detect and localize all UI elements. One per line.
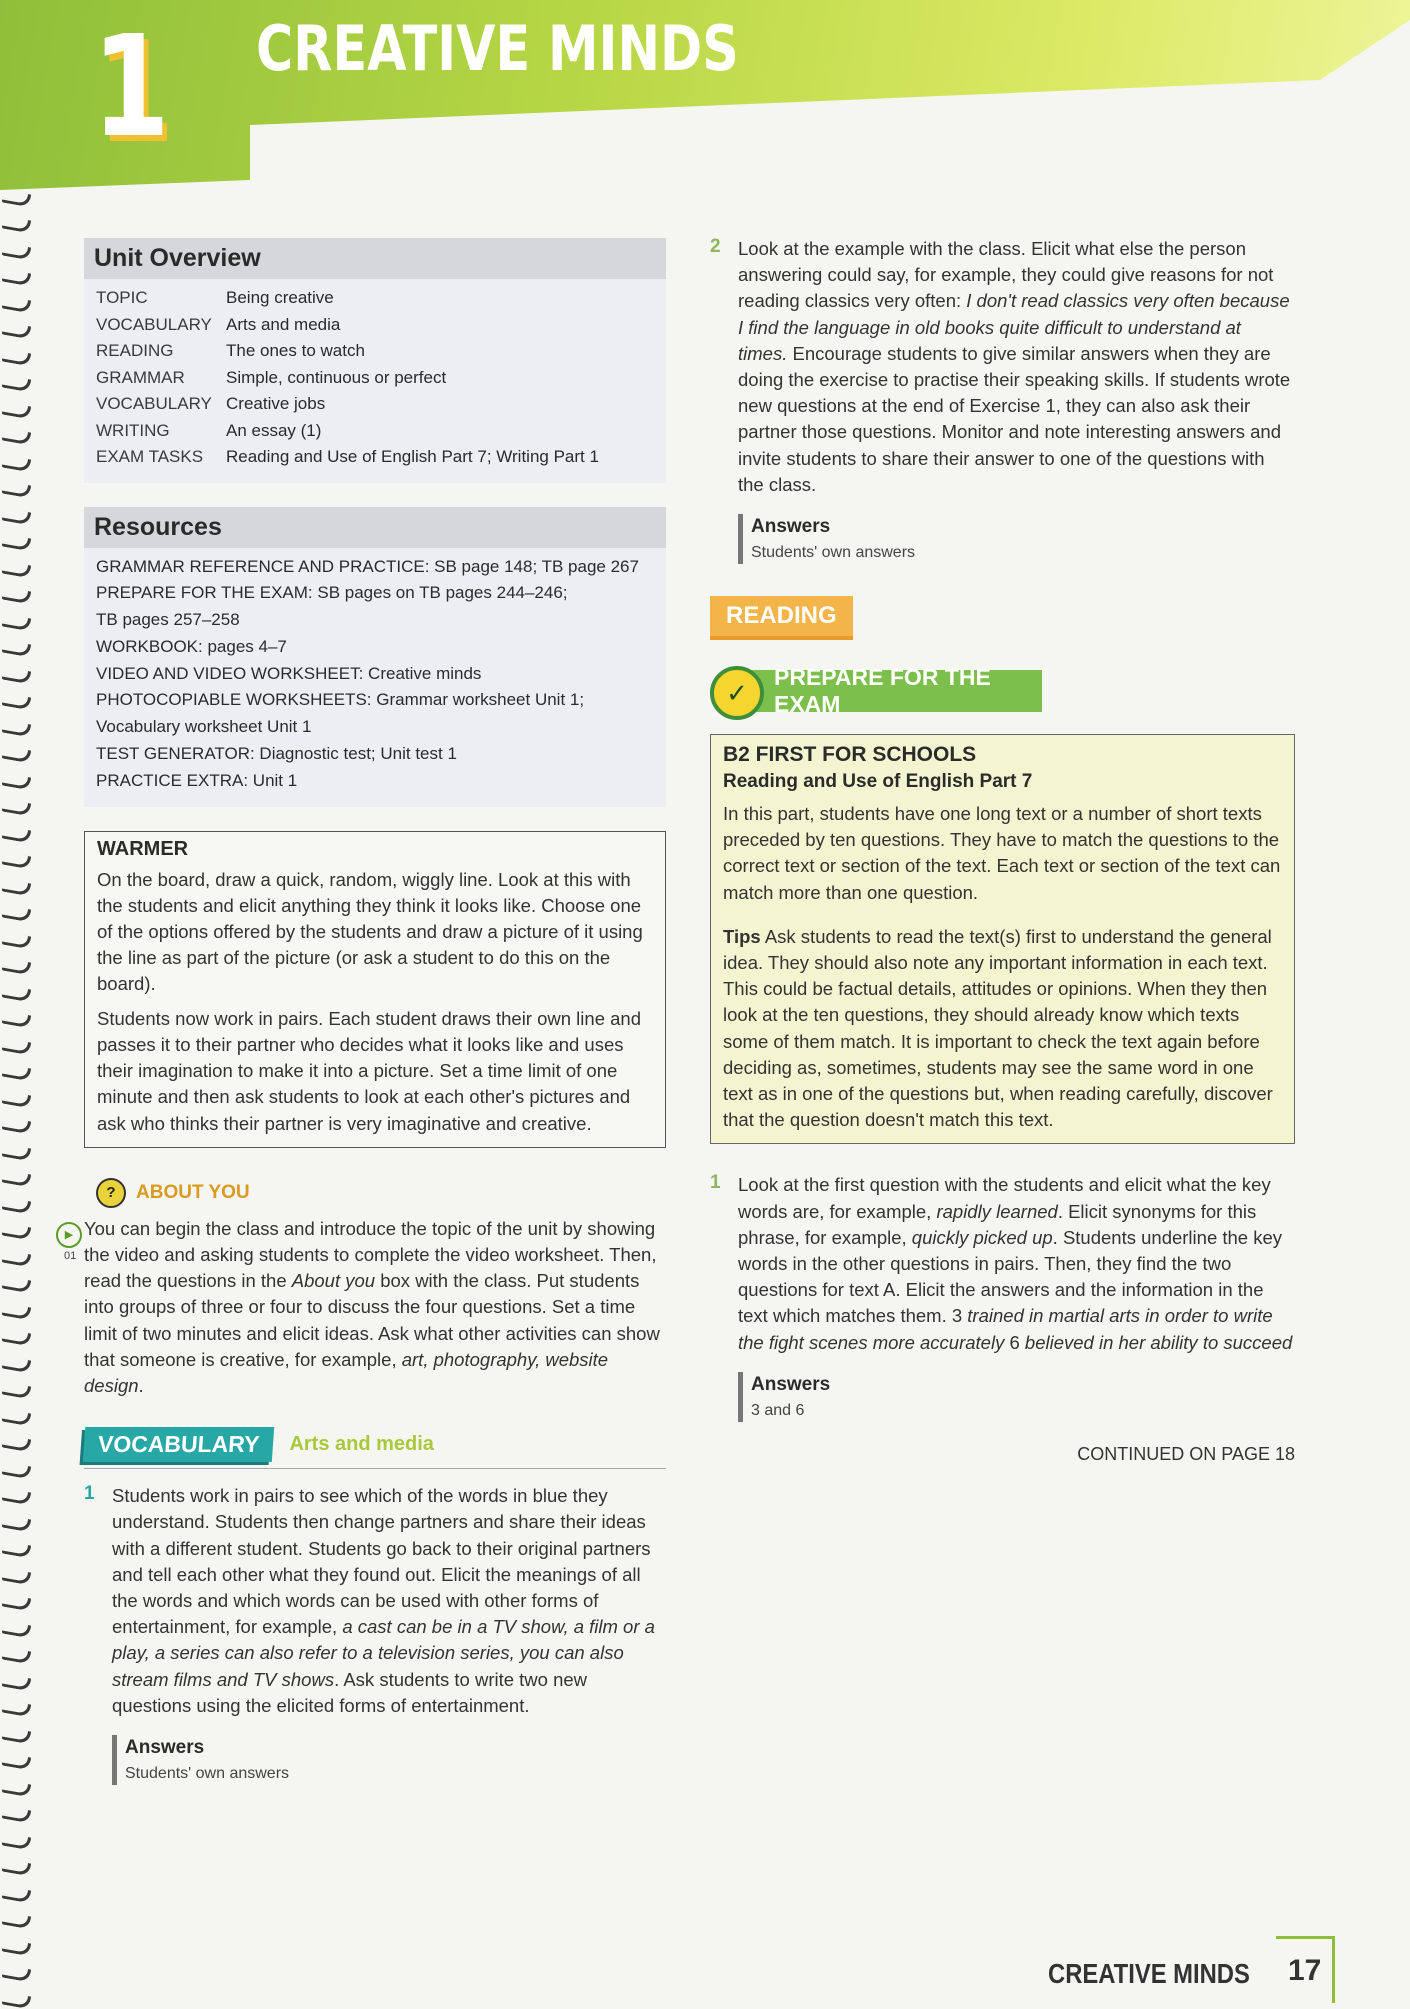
- resource-line: WORKBOOK: pages 4–7: [96, 636, 287, 656]
- spiral-ring: [2, 1858, 31, 1876]
- page-number: 17: [1288, 1954, 1322, 1987]
- resources-list: [84, 548, 666, 807]
- overview-key: READING: [96, 341, 174, 361]
- spiral-ring: [2, 666, 31, 684]
- spiral-ring: [2, 480, 31, 498]
- spiral-ring: [2, 1090, 31, 1108]
- resources-title: Resources: [84, 507, 666, 548]
- spiral-ring: [2, 692, 31, 710]
- spiral-ring: [2, 1434, 31, 1452]
- spiral-ring: [2, 1196, 31, 1214]
- spiral-ring: [2, 533, 31, 551]
- unit-overview-title: Unit Overview: [84, 238, 666, 279]
- ex1-em3: trained in martial arts in order to write the fight scenes more accurately: [738, 1305, 1273, 1353]
- about-you-text-c: .: [138, 1374, 144, 1396]
- spiral-ring: [2, 374, 31, 392]
- unit-overview-table: [84, 279, 666, 483]
- spiral-ring: [2, 268, 31, 286]
- spiral-ring: [2, 507, 31, 525]
- prepare-for-exam-label: PREPARE FOR THE EXAM: [744, 670, 1042, 712]
- spiral-ring: [2, 931, 31, 949]
- vocab-text-a: Students work in pairs to see which of the words in blue they understand. Students then change partners and share their ideas with a different student. Students go back to their original partners and tell each other what they found out. Elicit the meanings of all the words and which words can be used with other forms of entertainment, for example,: [112, 1485, 651, 1638]
- spiral-ring: [2, 1699, 31, 1717]
- overview-key: VOCABULARY: [96, 394, 212, 414]
- overview-value: Arts and media: [226, 314, 341, 334]
- answers-title: Answers: [125, 1736, 205, 1758]
- resource-line: GRAMMAR REFERENCE AND PRACTICE: SB page 148; TB page 267: [96, 556, 639, 576]
- exercise-2-text: [738, 236, 1295, 498]
- answers-box: [738, 514, 1295, 564]
- spiral-ring: [2, 1540, 31, 1558]
- spiral-ring: [2, 560, 31, 578]
- overview-value: Reading and Use of English Part 7; Writing Part 1: [226, 447, 599, 467]
- unit-title: CREATIVE MINDS: [256, 12, 739, 85]
- overview-key: TOPIC: [96, 288, 148, 308]
- about-you-title: ABOUT YOU: [136, 1181, 250, 1203]
- resource-line: PHOTOCOPIABLE WORKSHEETS: Grammar worksheet Unit 1;: [96, 690, 585, 710]
- spiral-ring: [2, 1116, 31, 1134]
- ex2-text-b: Encourage students to give similar answers when they are doing the exercise to practise their speaking skills. If students wrote new questions at the end of Exercise 1, they can also ask their partner those questions. Monitor and note interesting answers and invite students to share their answer to one of the questions with the class.: [738, 342, 1291, 495]
- spiral-ring: [2, 295, 31, 313]
- spiral-ring: [2, 745, 31, 763]
- unit-overview-box: [84, 238, 666, 483]
- spiral-ring: [2, 321, 31, 339]
- resource-line: Vocabulary worksheet Unit 1: [96, 717, 312, 737]
- right-column: [710, 236, 1295, 1465]
- exam-title: B2 FIRST FOR SCHOOLS: [723, 743, 977, 767]
- answers-text: Students' own answers: [751, 544, 916, 562]
- overview-key: VOCABULARY: [96, 314, 212, 334]
- overview-key: EXAM TASKS: [96, 447, 204, 467]
- overview-value: Simple, continuous or perfect: [226, 367, 447, 387]
- item-number: 2: [710, 236, 721, 257]
- footer-title: CREATIVE MINDS: [1048, 1958, 1250, 1989]
- overview-row: [96, 338, 654, 365]
- warmer-paragraph-1: On the board, draw a quick, random, wiggly line. Look at this with the students and elicit anything they think it looks like. Choose one of the options offered by the students and draw a picture of it using the line as part of the picture (or ask a student to do this on the board).: [97, 868, 643, 995]
- exam-description: In this part, students have one long text or a number of short texts preceded by ten questions. They have to match the questions to the correct text or section of the text. Each text or section of the text can match more than one question.: [723, 803, 1281, 903]
- about-you-text-b: box with the class. Put students into groups of three or four to discuss the four questions. Set a time limit of two minutes and elicit ideas. Ask what other activities can show that someone is creative, for example,: [84, 1270, 660, 1370]
- spiral-ring: [2, 1143, 31, 1161]
- vocabulary-badge: VOCABULARY: [83, 1427, 275, 1462]
- about-you-heading: [96, 1178, 666, 1208]
- tips-label: Tips: [723, 925, 761, 947]
- overview-value: Being creative: [226, 288, 334, 308]
- ex2-text-a: Look at the example with the class. Elicit what else the person answering could say, for example, they could give reasons for not reading classics very often:: [738, 238, 1274, 312]
- spiral-ring: [2, 1487, 31, 1505]
- spiral-ring: [2, 1567, 31, 1585]
- spiral-ring: [2, 1037, 31, 1055]
- vocab-text-b: . Ask students to write two new questions using the elicited forms of entertainment.: [112, 1668, 588, 1716]
- exam-tips: [723, 924, 1282, 1134]
- spiral-ring: [2, 586, 31, 604]
- about-you-text-em: About you: [291, 1270, 376, 1292]
- prepare-for-exam-banner: [710, 666, 1295, 716]
- spiral-ring: [2, 1302, 31, 1320]
- left-column: [64, 238, 666, 1785]
- answers-title: Answers: [751, 1373, 831, 1395]
- ex1-a: Look at the first question with the students and elicit what the key words are, for example,: [738, 1174, 1271, 1222]
- spiral-ring: [2, 1911, 31, 1929]
- spiral-ring: [2, 1938, 31, 1956]
- spiral-binding: [0, 0, 34, 2000]
- overview-row: [96, 391, 654, 418]
- overview-value: Creative jobs: [226, 394, 326, 414]
- spiral-ring: [2, 798, 31, 816]
- spiral-ring: [2, 825, 31, 843]
- spiral-ring: [2, 242, 31, 260]
- vocabulary-item-1: [84, 1483, 666, 1785]
- spiral-ring: [2, 1964, 31, 1982]
- exercise-1-text: [738, 1172, 1295, 1355]
- play-video-icon[interactable]: ▶: [56, 1222, 82, 1248]
- spiral-ring: [2, 1673, 31, 1691]
- spiral-ring: [2, 1328, 31, 1346]
- vocab-text-em: a cast can be in a TV show, a film or a play, a series can also refer to a television series, you can also stream films and TV shows: [112, 1616, 655, 1690]
- unit-number: 1: [92, 6, 167, 169]
- spiral-ring: [2, 719, 31, 737]
- spiral-ring: [2, 1222, 31, 1240]
- overview-row: [96, 418, 654, 445]
- spiral-ring: [2, 1275, 31, 1293]
- spiral-ring: [2, 348, 31, 366]
- exercise-1: [710, 1172, 1295, 1421]
- spiral-ring: [2, 1779, 31, 1797]
- overview-key: GRAMMAR: [96, 367, 185, 387]
- warmer-box: [84, 831, 666, 1148]
- about-you-text: [84, 1216, 666, 1399]
- answers-text: 3 and 6: [751, 1401, 805, 1419]
- reading-badge: READING: [710, 596, 853, 640]
- item-number: 1: [710, 1172, 721, 1194]
- overview-key: WRITING: [96, 420, 170, 440]
- overview-row: [96, 312, 654, 339]
- spiral-ring: [2, 454, 31, 472]
- vocabulary-item-text: [112, 1483, 666, 1719]
- spiral-ring: [2, 1752, 31, 1770]
- spiral-ring: [2, 639, 31, 657]
- spiral-ring: [2, 1805, 31, 1823]
- vocabulary-heading: [84, 1427, 666, 1469]
- ex1-c: . Students underline the key words in the other questions in pairs. Then, they find the two questions for text A. Elicit the answers and the information in the text which matches them. 3: [738, 1226, 1283, 1327]
- tips-text: Ask students to read the text(s) first to understand the general idea. They should also note any important information in each text. This could be factual details, attitudes or opinions. When they then look at the ten questions, they should already know which texts some of them match. It is important to check the text again before deciding as, sometimes, students may see the same word in one text as in one of the questions but, when reading carefully, discover that the question doesn't match this text.: [723, 925, 1273, 1131]
- overview-row: [96, 365, 654, 392]
- spiral-ring: [2, 1593, 31, 1611]
- spiral-ring: [2, 1063, 31, 1081]
- exam-info-box: [710, 734, 1295, 1144]
- answers-text: Students' own answers: [125, 1764, 290, 1782]
- about-you-text-em2: art, photography, website design: [84, 1348, 609, 1396]
- spiral-ring: [2, 1620, 31, 1638]
- warmer-title: WARMER: [97, 837, 189, 860]
- ex1-em2: quickly picked up: [911, 1226, 1053, 1248]
- ex1-d: 6: [1004, 1331, 1025, 1353]
- spiral-ring: [2, 878, 31, 896]
- overview-row: [96, 285, 654, 312]
- answers-box: [112, 1735, 666, 1785]
- ex1-em1: rapidly learned: [936, 1200, 1058, 1222]
- answers-title: Answers: [751, 516, 831, 538]
- video-number: 01: [64, 1249, 77, 1262]
- spiral-ring: [2, 904, 31, 922]
- resources-box: [84, 507, 666, 807]
- resource-line: VIDEO AND VIDEO WORKSHEET: Creative minds: [96, 663, 482, 683]
- spiral-ring: [2, 1646, 31, 1664]
- spiral-ring: [2, 1249, 31, 1267]
- spiral-ring: [2, 613, 31, 631]
- spiral-ring: [2, 189, 31, 207]
- about-you-section: [64, 1178, 666, 1399]
- ex1-b: . Elicit synonyms for this phrase, for example,: [738, 1200, 1257, 1248]
- vocabulary-subtitle: Arts and media: [289, 1433, 434, 1456]
- spiral-ring: [2, 1169, 31, 1187]
- resource-line: PRACTICE EXTRA: Unit 1: [96, 770, 298, 790]
- overview-value: The ones to watch: [226, 341, 365, 361]
- resource-line: TEST GENERATOR: Diagnostic test; Unit test 1: [96, 744, 457, 764]
- ex2-text-em: I don't read classics very often because I find the language in old books quite difficult to understand at times.: [738, 290, 1290, 364]
- checkmark-icon: ✓: [710, 666, 764, 720]
- spiral-ring: [2, 1408, 31, 1426]
- spiral-ring: [2, 215, 31, 233]
- ex1-em4: believed in her ability to succeed: [1024, 1331, 1293, 1353]
- spiral-ring: [2, 772, 31, 790]
- spiral-ring: [2, 1461, 31, 1479]
- spiral-ring: [2, 1832, 31, 1850]
- about-you-text-a: You can begin the class and introduce the topic of the unit by showing the video and asking students to complete the video worksheet. Then, read the questions in the: [84, 1217, 657, 1292]
- exercise-2: [710, 236, 1295, 564]
- spiral-ring: [2, 1726, 31, 1744]
- overview-value: An essay (1): [226, 420, 322, 440]
- spiral-ring: [2, 427, 31, 445]
- spiral-ring: [2, 401, 31, 419]
- resource-line: PREPARE FOR THE EXAM: SB pages on TB pages 244–246;: [96, 583, 568, 603]
- spiral-ring: [2, 984, 31, 1002]
- resource-line: TB pages 257–258: [96, 610, 240, 630]
- spiral-ring: [2, 851, 31, 869]
- item-number: 1: [84, 1483, 95, 1505]
- spiral-ring: [2, 957, 31, 975]
- spiral-ring: [2, 1885, 31, 1903]
- spiral-ring: [2, 1514, 31, 1532]
- continued-note: CONTINUED ON PAGE 18: [1077, 1443, 1295, 1464]
- warmer-paragraph-2: Students now work in pairs. Each student draws their own line and passes it to their partner who decides what it looks like and uses their imagination to make it into a picture. Set a time limit of one minute and then ask students to look at each other's pictures and ask who thinks their partner is very imaginative and creative.: [97, 1007, 641, 1134]
- answers-box: [738, 1372, 1295, 1422]
- exam-subtitle: Reading and Use of English Part 7: [723, 771, 1033, 793]
- overview-row: [96, 444, 654, 471]
- spiral-ring: [2, 1010, 31, 1028]
- spiral-ring: [2, 1355, 31, 1373]
- question-icon: ?: [96, 1178, 126, 1208]
- spiral-ring: [2, 1381, 31, 1399]
